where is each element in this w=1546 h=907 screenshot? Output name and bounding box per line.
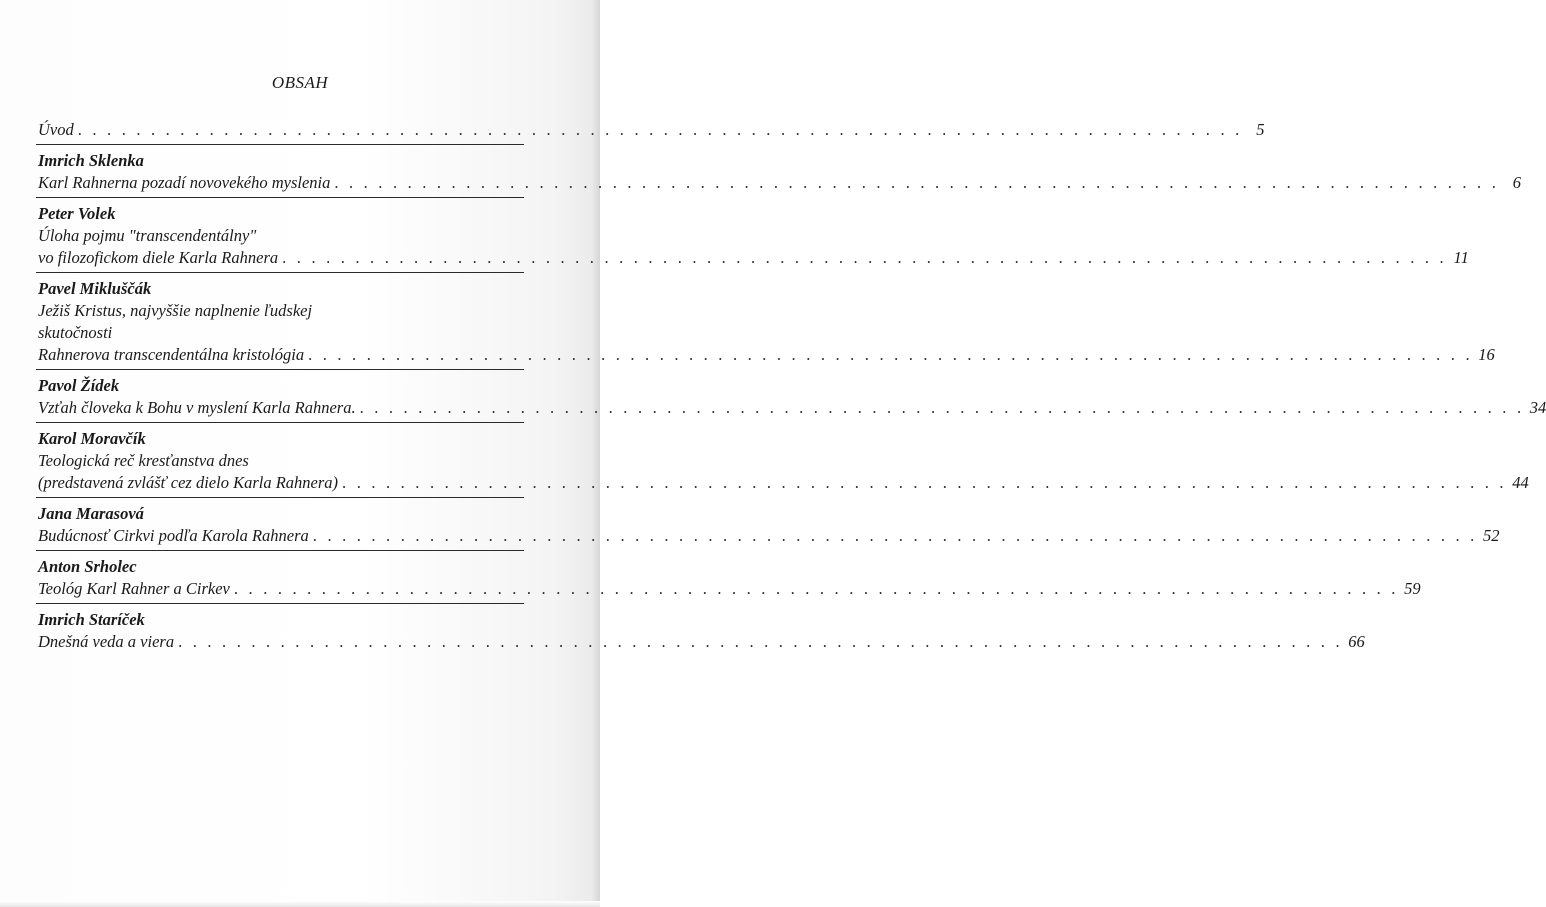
toc-entry bbox=[38, 631, 1365, 653]
page-number: 52 bbox=[1482, 526, 1500, 545]
entry-divider bbox=[36, 272, 524, 273]
entry-author: Imrich Staríček bbox=[38, 610, 145, 629]
entry-author: Pavel Mikluščák bbox=[38, 279, 152, 298]
dot-leader: . . . . . . . . . . . . . . . . . . . . . . . . . . . . . . . . . . . . . . . . . . . . . . . . . . . . . . . . . . . . . . . . . . . . . . . . . . . . . . . . bbox=[282, 248, 1447, 267]
toc-entry bbox=[38, 397, 1546, 419]
page-number: 11 bbox=[1453, 248, 1469, 267]
entry-title: Rahnerova transcendentálna kristológia bbox=[38, 345, 305, 364]
entry-title: Budúcnosť Cirkvi podľa Karola Rahnera bbox=[38, 526, 309, 545]
toc-entry bbox=[38, 344, 1495, 366]
entry-title: (predstavená zvlášť cez dielo Karla Rahnera) bbox=[38, 473, 339, 492]
entry-author: Pavol Žídek bbox=[38, 376, 120, 395]
page-number: 34 bbox=[1529, 398, 1546, 417]
page-number: 66 bbox=[1348, 632, 1365, 651]
toc-entry bbox=[38, 172, 1522, 194]
entry-divider bbox=[36, 603, 524, 604]
entry-divider bbox=[36, 550, 524, 551]
toc-entry bbox=[38, 472, 1529, 494]
entry-author: Anton Srholec bbox=[38, 557, 137, 576]
entry-title: Teológ Karl Rahner a Cirkev bbox=[38, 579, 230, 598]
page-number: 5 bbox=[1256, 120, 1265, 139]
entry-title-line: Ježiš Kristus, najvyššie naplnenie ľudskej bbox=[38, 301, 313, 320]
page-number: 6 bbox=[1512, 173, 1522, 192]
entry-author: Karol Moravčík bbox=[38, 429, 146, 448]
entry-author: Peter Volek bbox=[38, 204, 116, 223]
dot-leader: . . . . . . . . . . . . . . . . . . . . . . . . . . . . . . . . . . . . . . . . . . . . . . . . . . . . . . . . . . . . . . . . . . . . . . . . . . . . . . . . bbox=[308, 345, 1473, 364]
dot-leader: . . . . . . . . . . . . . . . . . . . . . . . . . . . . . . . . . . . . . . . . . . . . . . . . . . . . . . . . . . . . . . . . . . . . . . . . . . . . . . . . bbox=[178, 632, 1343, 651]
entry-divider bbox=[36, 144, 524, 145]
page-title: OBSAH bbox=[271, 73, 329, 92]
entry-title: Vzťah človeka k Bohu v myslení Karla Rahnera. bbox=[38, 398, 356, 417]
dot-leader: . . . . . . . . . . . . . . . . . . . . . . . . . . . . . . . . . . . . . . . . . . . . . . . . . . . . . . . . . . . . . . . . . . . . . . . . . . . . . . . . bbox=[233, 579, 1399, 598]
entry-author: Jana Marasová bbox=[38, 504, 144, 523]
entry-title: vo filozofickom diele Karla Rahnera bbox=[38, 248, 279, 267]
dot-leader: . . . . . . . . . . . . . . . . . . . . . . . . . . . . . . . . . . . . . . . . . . . . . . . . . . . . . . . . . . . . . . . . . . . . . . . . . . . . . . . . bbox=[334, 173, 1500, 192]
page-number: 16 bbox=[1478, 345, 1495, 364]
page-number: 59 bbox=[1404, 579, 1421, 598]
dot-leader: . . . . . . . . . . . . . . . . . . . . . . . . . . . . . . . . . . . . . . . . . . . . . . . . . . . . . . . . . . . . . . . . . . . . . . . . . . . . . . . . bbox=[312, 526, 1478, 545]
entry-divider bbox=[36, 197, 524, 198]
entry-title-line: Úloha pojmu "transcendentálny" bbox=[38, 226, 257, 245]
toc-entry bbox=[38, 578, 1421, 600]
entry-divider bbox=[36, 497, 524, 498]
dot-leader: . . . . . . . . . . . . . . . . . . . . . . . . . . . . . . . . . . . . . . . . . . . . . . . . . . . . . . . . . . . . . . . . . . . . . . . . . . . . . . . . bbox=[342, 473, 1507, 492]
toc-entry bbox=[38, 247, 1469, 269]
entry-title: Karl Rahnerna pozadí novovekého myslenia bbox=[38, 173, 331, 192]
entry-divider bbox=[36, 369, 524, 370]
entry-divider bbox=[36, 422, 524, 423]
entry-author: Imrich Sklenka bbox=[38, 151, 144, 170]
dot-leader: . . . . . . . . . . . . . . . . . . . . . . . . . . . . . . . . . . . . . . . . . . . . . . . . . . . . . . . . . . . . . . . . . . . . . . . . . . . . . . . . bbox=[77, 120, 1243, 139]
intro-entry bbox=[38, 119, 1265, 141]
dot-leader: . . . . . . . . . . . . . . . . . . . . . . . . . . . . . . . . . . . . . . . . . . . . . . . . . . . . . . . . . . . . . . . . . . . . . . . . . . . . . . . . bbox=[359, 398, 1525, 417]
page-number: 44 bbox=[1512, 473, 1529, 492]
entry-title-line: skutočnosti bbox=[38, 323, 113, 342]
entry-title: Úvod bbox=[38, 120, 74, 139]
toc-entry bbox=[38, 525, 1500, 547]
entry-title-line: Teologická reč kresťanstva dnes bbox=[38, 451, 249, 470]
entry-title: Dnešná veda a viera bbox=[38, 632, 175, 651]
